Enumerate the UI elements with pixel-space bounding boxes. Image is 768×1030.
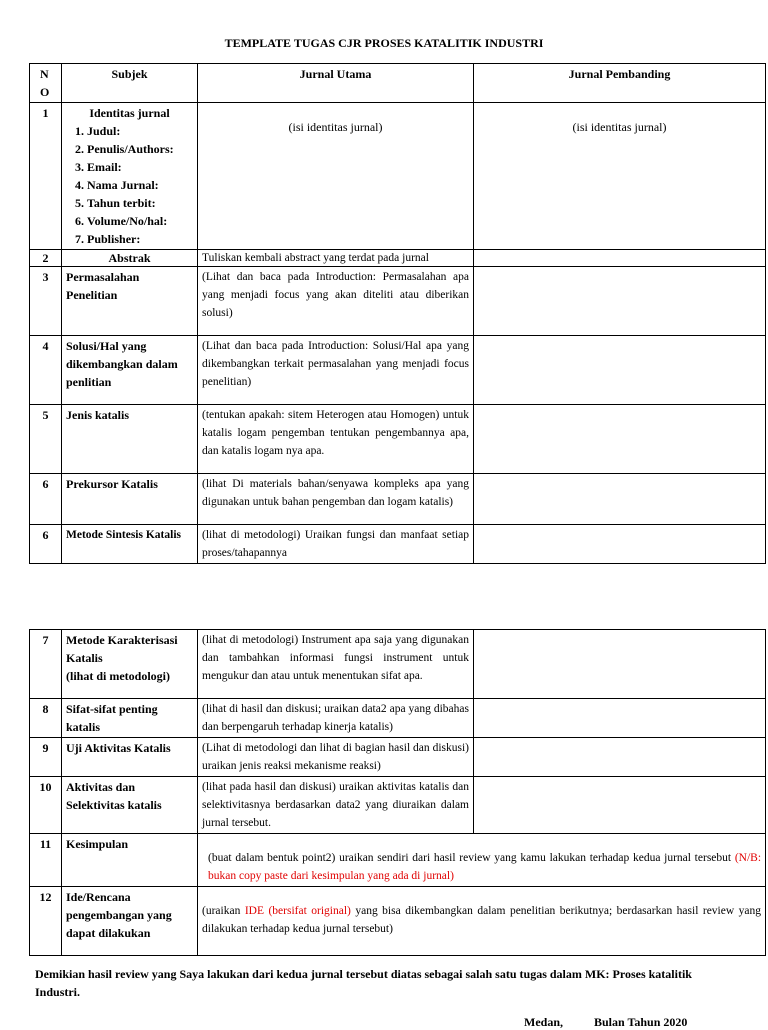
row-subject: Prekursor Katalis — [62, 474, 198, 525]
table-header-row — [30, 64, 766, 103]
row-compare-journal — [474, 336, 766, 405]
list-item: 6. Volume/No/hal: — [87, 212, 193, 230]
review-table-part-1 — [29, 63, 766, 564]
idea-cell — [198, 887, 766, 956]
row-number: 8 — [30, 699, 62, 738]
sign-city: Medan, — [524, 1015, 563, 1029]
row-compare-journal — [474, 405, 766, 474]
conclusion-text: (buat dalam bentuk point2) uraikan sendiri dari hasil review yang kamu lakukan terhadap kedua jurnal tersebut — [208, 852, 732, 864]
row-main-journal: (lihat di hasil dan diskusi; uraikan data2 apa yang dibahas dan berpengaruh terhadap kinerja katalis) — [198, 699, 474, 738]
row-compare-journal — [474, 474, 766, 525]
row-main-journal: (lihat di metodologi) Uraikan fungsi dan manfaat setiap proses/tahapannya — [198, 525, 474, 564]
row-number: 10 — [30, 777, 62, 834]
row-number: 4 — [30, 336, 62, 405]
row-compare-journal — [474, 699, 766, 738]
table-row — [30, 250, 766, 267]
table-row — [30, 777, 766, 834]
row-number: 12 — [30, 887, 62, 956]
list-item: 5. Tahun terbit: — [87, 194, 193, 212]
list-item: 4. Nama Jurnal: — [87, 176, 193, 194]
row-main-journal: (Lihat dan baca pada Introduction: Solusi/Hal apa yang dikembangkan terkait permasalahan yang menjadi focus penelitian) — [198, 336, 474, 405]
main-journal-text: (isi identitas jurnal) — [288, 120, 383, 134]
conclusion-note: (N/B: bukan copy paste dari kesimpulan yang ada di jurnal) — [208, 852, 762, 882]
table-row — [30, 887, 766, 956]
conclusion-cell — [198, 834, 766, 887]
row-subject-text: Metode Karakterisasi Katalis — [66, 633, 178, 665]
row-number: 2 — [30, 250, 62, 267]
closing-statement: Demikian hasil review yang Saya lakukan dari kedua jurnal tersebut diatas sebagai salah satu tugas dalam MK: Proses katalitik Industri. — [35, 967, 692, 999]
row-main-journal: Tuliskan kembali abstract yang terdat pada jurnal — [198, 250, 474, 267]
row-subject: Sifat-sifat penting katalis — [62, 699, 198, 738]
list-item: 3. Email: — [87, 158, 193, 176]
row-main-journal: (lihat di metodologi) Instrument apa saja yang digunakan dan tambahkan informasi fungsi instrument untuk mengukur dan atau untuk menentukan sifat apa. — [198, 630, 474, 699]
row-subject: Permasalahan Penelitian — [62, 267, 198, 336]
row-main-journal: (lihat Di materials bahan/senyawa kompleks apa yang digunakan untuk bahan pengemban dan logam katalis) — [198, 474, 474, 525]
row-subject: Kesimpulan — [62, 834, 198, 887]
row-number: 9 — [30, 738, 62, 777]
row-main-journal: (lihat pada hasil dan diskusi) uraikan aktivitas katalis dan selektivitasnya berdasarkan data2 yang diuraikan dalam jurnal tersebut. — [198, 777, 474, 834]
row-compare-journal — [474, 738, 766, 777]
compare-journal-text: (isi identitas jurnal) — [572, 120, 667, 134]
table-row — [30, 267, 766, 336]
row-compare-journal — [474, 267, 766, 336]
document-title: TEMPLATE TUGAS CJR PROSES KATALITIK INDUSTRI — [224, 36, 544, 50]
table-row — [30, 699, 766, 738]
idea-text-before: (uraikan — [202, 905, 241, 917]
idea-text-after: yang bisa dikembangkan dalam penelitian berikutnya; berdasarkan hasil review yang dilakukan terhadap kedua jurnal tersebut) — [202, 905, 762, 935]
table-row — [30, 103, 766, 250]
row-subject: Metode Sintesis Katalis — [62, 525, 198, 564]
row-subject — [62, 103, 198, 250]
row-compare-journal — [474, 777, 766, 834]
row-number: 3 — [30, 267, 62, 336]
list-item: 7. Publisher: — [87, 230, 193, 248]
identity-heading: Identitas jurnal — [89, 106, 170, 120]
row-subject-note: (lihat di metodologi) — [66, 669, 170, 683]
row-number: 1 — [30, 103, 62, 250]
header-no: N O — [30, 64, 62, 103]
header-compare-journal: Jurnal Pembanding — [474, 64, 766, 103]
sign-date: Bulan Tahun 2020 — [594, 1015, 688, 1029]
row-number: 6 — [30, 525, 62, 564]
row-main-journal: (Lihat di metodologi dan lihat di bagian hasil dan diskusi) uraikan jenis reaksi mekanisme reaksi) — [198, 738, 474, 777]
row-subject: Aktivitas dan Selektivitas katalis — [62, 777, 198, 834]
row-main-journal: (tentukan apakah: sitem Heterogen atau Homogen) untuk katalis logam pengemban tentukan pengembannya apa, dan katalis logam nya apa. — [198, 405, 474, 474]
header-subject: Subjek — [62, 64, 198, 103]
row-subject: Ide/Rencana pengembangan yang dapat dilakukan — [62, 887, 198, 956]
row-number: 7 — [30, 630, 62, 699]
table-row — [30, 738, 766, 777]
table-row — [30, 336, 766, 405]
row-subject: Solusi/Hal yang dikembangkan dalam penlitian — [62, 336, 198, 405]
table-row — [30, 630, 766, 699]
list-item: 1. Judul: — [87, 122, 193, 140]
row-number: 11 — [30, 834, 62, 887]
list-item: 2. Penulis/Authors: — [87, 140, 193, 158]
review-table-part-2 — [29, 629, 766, 956]
row-number: 5 — [30, 405, 62, 474]
idea-highlight: IDE (bersifat original) — [244, 905, 351, 917]
row-compare-journal — [474, 525, 766, 564]
row-compare-journal — [474, 250, 766, 267]
table-row — [30, 834, 766, 887]
table-row — [30, 405, 766, 474]
identity-list — [66, 122, 193, 248]
header-main-journal: Jurnal Utama — [198, 64, 474, 103]
table-row — [30, 525, 766, 564]
row-main-journal: (Lihat dan baca pada Introduction: Permasalahan apa yang menjadi focus yang akan diteliti atau diberikan solusi) — [198, 267, 474, 336]
row-subject — [62, 630, 198, 699]
row-number: 6 — [30, 474, 62, 525]
row-subject: Jenis katalis — [62, 405, 198, 474]
row-subject: Abstrak — [62, 250, 198, 267]
table-row — [30, 474, 766, 525]
row-subject: Uji Aktivitas Katalis — [62, 738, 198, 777]
row-compare-journal — [474, 103, 766, 250]
row-main-journal — [198, 103, 474, 250]
row-compare-journal — [474, 630, 766, 699]
